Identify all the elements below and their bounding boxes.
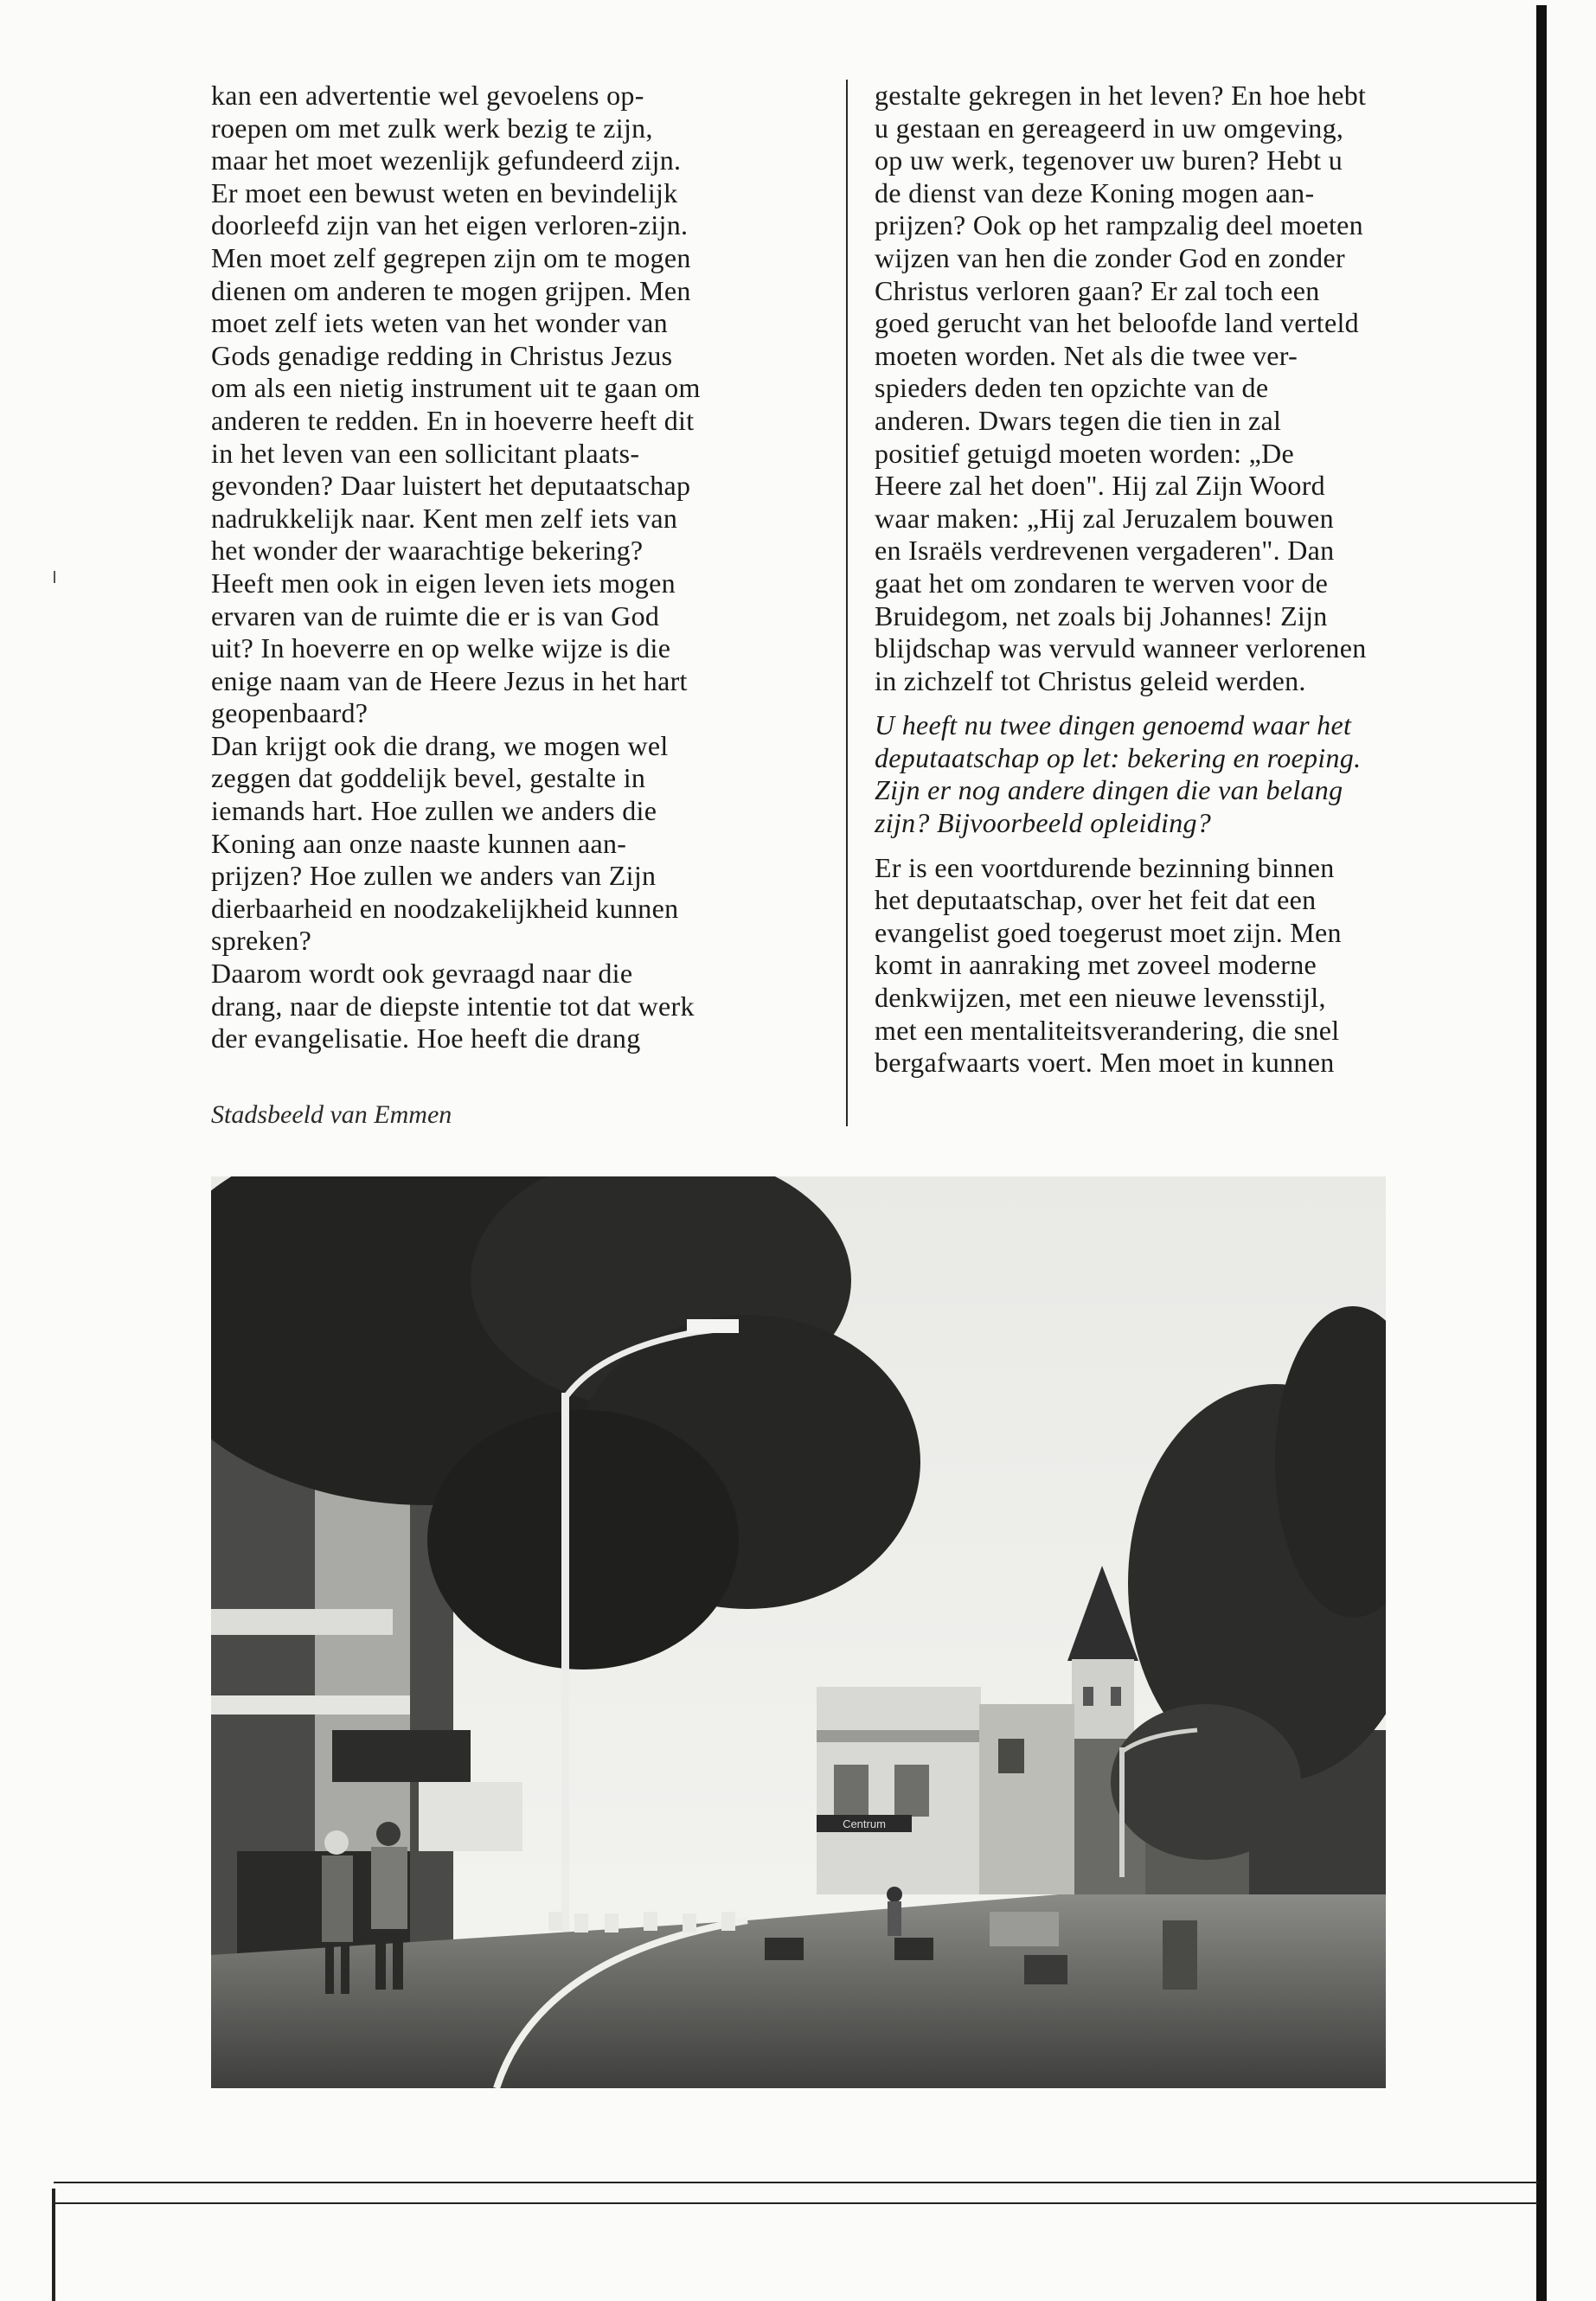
footer-rule bbox=[54, 2202, 1538, 2204]
scan-mark bbox=[54, 571, 55, 583]
text-line: moeten worden. Net als die twee ver- bbox=[875, 339, 1298, 371]
text-line: Bruidegom, net zoals bij Johannes! Zijn bbox=[875, 599, 1328, 631]
text-line: dienen om anderen te mogen grijpen. Men bbox=[211, 274, 691, 306]
text-line: uit? In hoeverre en op welke wijze is die bbox=[211, 632, 671, 664]
text-line: positief getuigd moeten worden: „De bbox=[875, 437, 1295, 469]
text-line: wijzen van hen die zonder God en zonder bbox=[875, 241, 1345, 273]
street-photo bbox=[211, 1176, 1386, 2088]
text-line: geopenbaard? bbox=[211, 697, 369, 729]
text-line: Daarom wordt ook gevraagd naar die bbox=[211, 958, 633, 990]
text-line: komt in aanraking met zoveel moderne bbox=[875, 949, 1317, 981]
text-line: met een mentaliteitsverandering, die snel bbox=[875, 1014, 1340, 1046]
text-line: prijzen? Ook op het rampzalig deel moeten bbox=[875, 209, 1363, 241]
text-line: zeggen dat goddelijk bevel, gestalte in bbox=[211, 762, 646, 794]
text-line: Christus verloren gaan? Er zal toch een bbox=[875, 274, 1320, 306]
text-line: waar maken: „Hij zal Jeruzalem bouwen bbox=[875, 502, 1334, 534]
page-edge-line bbox=[52, 2189, 55, 2301]
text-line: gevonden? Daar luistert het deputaatschap bbox=[211, 470, 691, 502]
text-line: Gods genadige redding in Christus Jezus bbox=[211, 339, 673, 371]
text-line: drang, naar de diepste intentie tot dat werk bbox=[211, 990, 695, 1022]
sign-text: Centrum bbox=[843, 1817, 886, 1830]
text-line: doorleefd zijn van het eigen verloren-zijn. bbox=[211, 209, 689, 241]
text-line: ervaren van de ruimte die er is van God bbox=[211, 599, 660, 631]
interview-question-line: deputaatschap op let: bekering en roeping. bbox=[875, 741, 1362, 773]
text-line: in het leven van een sollicitant plaats- bbox=[211, 437, 640, 469]
photo-caption: Stadsbeeld van Emmen bbox=[211, 1100, 452, 1129]
text-line: anderen. Dwars tegen die tien in zal bbox=[875, 404, 1282, 436]
text-line: enige naam van de Heere Jezus in het hart bbox=[211, 664, 688, 696]
text-line: op uw werk, tegenover uw buren? Hebt u bbox=[875, 144, 1343, 176]
footer-rule bbox=[54, 2182, 1538, 2183]
text-line: maar het moet wezenlijk gefundeerd zijn. bbox=[211, 144, 682, 176]
right-column bbox=[875, 80, 1497, 1080]
page-edge-bar bbox=[1536, 5, 1547, 2301]
text-line: nadrukkelijk naar. Kent men zelf iets van bbox=[211, 502, 678, 534]
text-line: goed gerucht van het beloofde land verteld bbox=[875, 307, 1359, 339]
text-line: kan een advertentie wel gevoelens op- bbox=[211, 80, 644, 111]
interview-question-line: zijn? Bijvoorbeeld opleiding? bbox=[875, 807, 1212, 839]
interview-question-line: U heeft nu twee dingen genoemd waar het bbox=[875, 709, 1352, 741]
text-line: Dan krijgt ook die drang, we mogen wel bbox=[211, 729, 669, 761]
text-line: moet zelf iets weten van het wonder van bbox=[211, 307, 668, 339]
text-line: het wonder der waarachtige bekering? bbox=[211, 535, 644, 567]
text-line: Men moet zelf gegrepen zijn om te mogen bbox=[211, 241, 691, 273]
text-line: Koning aan onze naaste kunnen aan- bbox=[211, 827, 627, 859]
text-line: de dienst van deze Koning mogen aan- bbox=[875, 176, 1315, 208]
text-line: blijdschap was vervuld wanneer verlorenen bbox=[875, 632, 1367, 664]
text-line: iemands hart. Hoe zullen we anders die bbox=[211, 795, 657, 827]
text-line: roepen om met zulk werk bezig te zijn, bbox=[211, 112, 653, 144]
text-line: prijzen? Hoe zullen we anders van Zijn bbox=[211, 860, 657, 892]
text-line: evangelist goed toegerust moet zijn. Men bbox=[875, 916, 1342, 948]
text-line: Er moet een bewust weten en bevindelijk bbox=[211, 176, 678, 208]
text-line: denkwijzen, met een nieuwe levensstijl, bbox=[875, 982, 1326, 1014]
text-line: gestalte gekregen in het leven? En hoe hebt bbox=[875, 80, 1367, 111]
text-line: anderen te redden. En in hoeverre heeft dit bbox=[211, 404, 695, 436]
text-line: Heeft men ook in eigen leven iets mogen bbox=[211, 567, 676, 599]
text-line: en Israëls verdrevenen vergaderen". Dan bbox=[875, 535, 1335, 567]
text-line: spreken? bbox=[211, 925, 312, 957]
text-line: in zichzelf tot Christus geleid werden. bbox=[875, 664, 1306, 696]
interview-question-line: Zijn er nog andere dingen die van belang bbox=[875, 774, 1343, 806]
centrum-sign bbox=[817, 1815, 912, 1832]
text-line: het deputaatschap, over het feit dat een bbox=[875, 884, 1317, 916]
left-column bbox=[211, 80, 834, 1055]
text-line: Er is een voortdurende bezinning binnen bbox=[875, 851, 1335, 883]
text-line: Heere zal het doen". Hij zal Zijn Woord bbox=[875, 470, 1325, 502]
text-line: der evangelisatie. Hoe heeft die drang bbox=[211, 1022, 641, 1054]
text-line: bergafwaarts voert. Men moet in kunnen bbox=[875, 1047, 1335, 1079]
text-line: om als een nietig instrument uit te gaan om bbox=[211, 372, 701, 404]
text-line: u gestaan en gereageerd in uw omgeving, bbox=[875, 112, 1344, 144]
text-line: spieders deden ten opzichte van de bbox=[875, 372, 1269, 404]
column-divider bbox=[846, 80, 848, 1126]
text-line: gaat het om zondaren te werven voor de bbox=[875, 567, 1329, 599]
text-line: dierbaarheid en noodzakelijkheid kunnen bbox=[211, 892, 679, 924]
